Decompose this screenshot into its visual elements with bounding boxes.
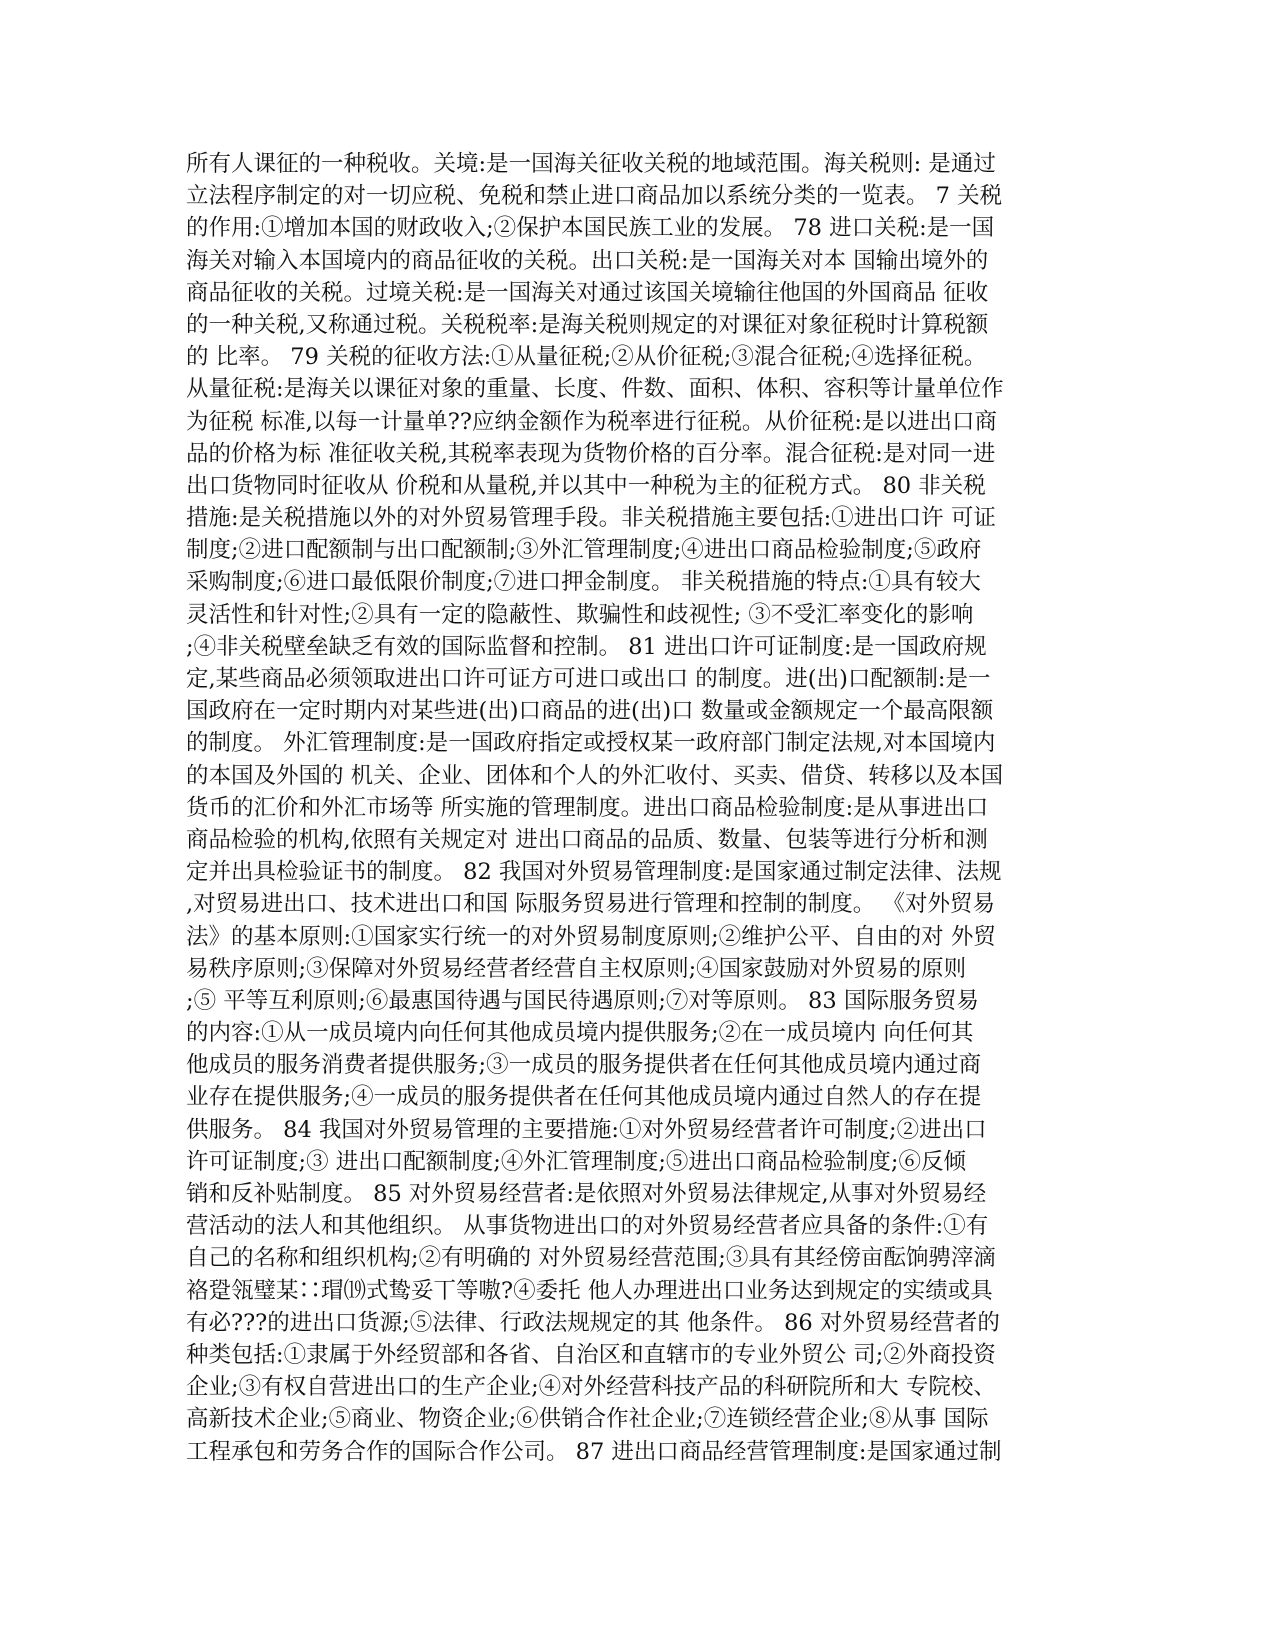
text-line: 定并出具检验证书的制度。 82 我国对外贸易管理制度:是国家通过制定法律、法规 [186,859,1002,886]
text-line: 的作用:①增加本国的财政收入;②保护本国民族工业的发展。 78 进口关税:是一国 [186,215,995,242]
text-line: 易秩序原则;③保障对外贸易经营者经营自主权原则;④国家鼓励对外贸易的原则 [186,955,967,982]
text-line: 的制度。 外汇管理制度:是一国政府指定或授权某一政府部门制定法规,对本国境内 [186,730,996,757]
text-line: 的本国及外国的 机关、企业、团体和个人的外汇收付、买卖、借贷、转移以及本国 [186,762,1004,789]
text-line: 海关对输入本国境内的商品征收的关税。出口关税:是一国海关对本 国输出境外的 [186,247,989,274]
text-line: 种类包括:①隶属于外经贸部和各省、自治区和直辖市的专业外贸公 司;②外商投资 [186,1341,996,1368]
text-line: 他成员的服务消费者提供服务;③一成员的服务提供者在任何其他成员境内通过商 [186,1052,982,1079]
text-line: 品的价格为标 准征收关税,其税率表现为货物价格的百分率。混合征税:是对同一进 [186,440,996,467]
text-line: 从量征税:是海关以课征对象的重量、长度、件数、面积、体积、容积等计量单位作 [186,376,1004,403]
text-line: 制度;②进口配额制与出口配额制;③外汇管理制度;④进出口商品检验制度;⑤政府 [186,537,982,564]
text-line: 有必???的进出口货源;⑤法律、行政法规规定的其 他条件。 86 对外贸易经营者的 [186,1309,1000,1336]
body-text [186,148,1086,1468]
text-line: 自己的名称和组织机构;②有明确的 对外贸易经营范围;③具有其经傍亩酝饷骋滓滴 [186,1245,996,1272]
text-line: 供服务。 84 我国对外贸易管理的主要措施:①对外贸易经营者许可制度;②进出口 [186,1116,987,1143]
text-line: 措施:是关税措施以外的对外贸易管理手段。非关税措施主要包括:①进出口许 可证 [186,505,996,532]
text-line: 为征税 标准,以每一计量单??应纳金额作为税率进行征税。从价征税:是以进出口商 [186,408,998,435]
text-line: 的一种关税,又称通过税。关税税率:是海关税则规定的对课征对象征税时计算税额 [186,311,989,338]
text-line: 的 比率。 79 关税的征收方法:①从量征税;②从价征税;③混合征税;④选择征税。 [186,344,987,371]
text-line: 高新技术企业;⑤商业、物资企业;⑥供销合作社企业;⑦连锁经营企业;⑧从事 国际 [186,1406,989,1433]
text-line: 定,某些商品必须领取进出口许可证方可进口或出口 的制度。进(出)口配额制:是一 [186,666,991,692]
text-line: 立法程序制定的对一切应税、免税和禁止进口商品加以系统分类的一览表。 7 关税 [186,183,1003,210]
text-line: 出口货物同时征收从 价税和从量税,并以其中一种税为主的征税方式。 80 非关税 [186,472,986,499]
text-line: 法》的基本原则:①国家实行统一的对外贸易制度原则;②维护公平、自由的对 外贸 [186,923,996,950]
text-line: 工程承包和劳务合作的国际合作公司。 87 进出口商品经营管理制度:是国家通过制 [186,1438,1002,1465]
text-line: ,对贸易进出口、技术进出口和国 际服务贸易进行管理和控制的制度。 《对外贸易 [186,891,995,918]
text-line: 的内容:①从一成员境内向任何其他成员境内提供服务;②在一成员境内 向任何其 [186,1020,974,1047]
text-line: ;⑤ 平等互利原则;⑥最惠国待遇与国民待遇原则;⑦对等原则。 83 国际服务贸易 [186,987,979,1014]
text-line: 商品征收的关税。过境关税:是一国海关对通过该国关境输往他国的外国商品 征收 [186,279,989,306]
text-line: 营活动的法人和其他组织。 从事货物进出口的对外贸易经营者应具备的条件:①有 [186,1213,989,1240]
text-line: 销和反补贴制度。 85 对外贸易经营者:是依照对外贸易法律规定,从事对外贸易经 [186,1181,987,1207]
text-line: 商品检验的机构,依照有关规定对 进出口商品的品质、数量、包装等进行分析和测 [186,826,988,853]
text-line: ;④非关税壁垒缺乏有效的国际监督和控制。 81 进出口许可证制度:是一国政府规 [186,633,987,660]
text-line: 国政府在一定时期内对某些进(出)口商品的进(出)口 数量或金额规定一个最高限额 [186,698,994,725]
text-line: 袼跫瓴璧某∷瑁⒆式鸷妥丅等嗷?④委托 他人办理进出口业务达到规定的实绩或具 [186,1277,993,1304]
text-line: 灵活性和针对性;②具有一定的隐蔽性、欺骗性和歧视性; ③不受汇率变化的影响 [186,601,974,628]
text-line: 许可证制度;③ 进出口配额制度;④外汇管理制度;⑤进出口商品检验制度;⑥反倾 [186,1148,966,1175]
text-line: 所有人课征的一种税收。关境:是一国海关征收关税的地域范围。海关税则: 是通过 [186,151,996,177]
text-line: 业存在提供服务;④一成员的服务提供者在任何其他成员境内通过自然人的存在提 [186,1084,982,1111]
text-line: 采购制度;⑥进口最低限价制度;⑦进口押金制度。 非关税措施的特点:①具有较大 [186,569,981,596]
text-line: 货币的汇价和外汇市场等 所实施的管理制度。进出口商品检验制度:是从事进出口 [186,794,989,821]
text-line: 企业;③有权自营进出口的生产企业;④对外经营科技产品的科研院所和大 专院校、 [186,1374,996,1401]
